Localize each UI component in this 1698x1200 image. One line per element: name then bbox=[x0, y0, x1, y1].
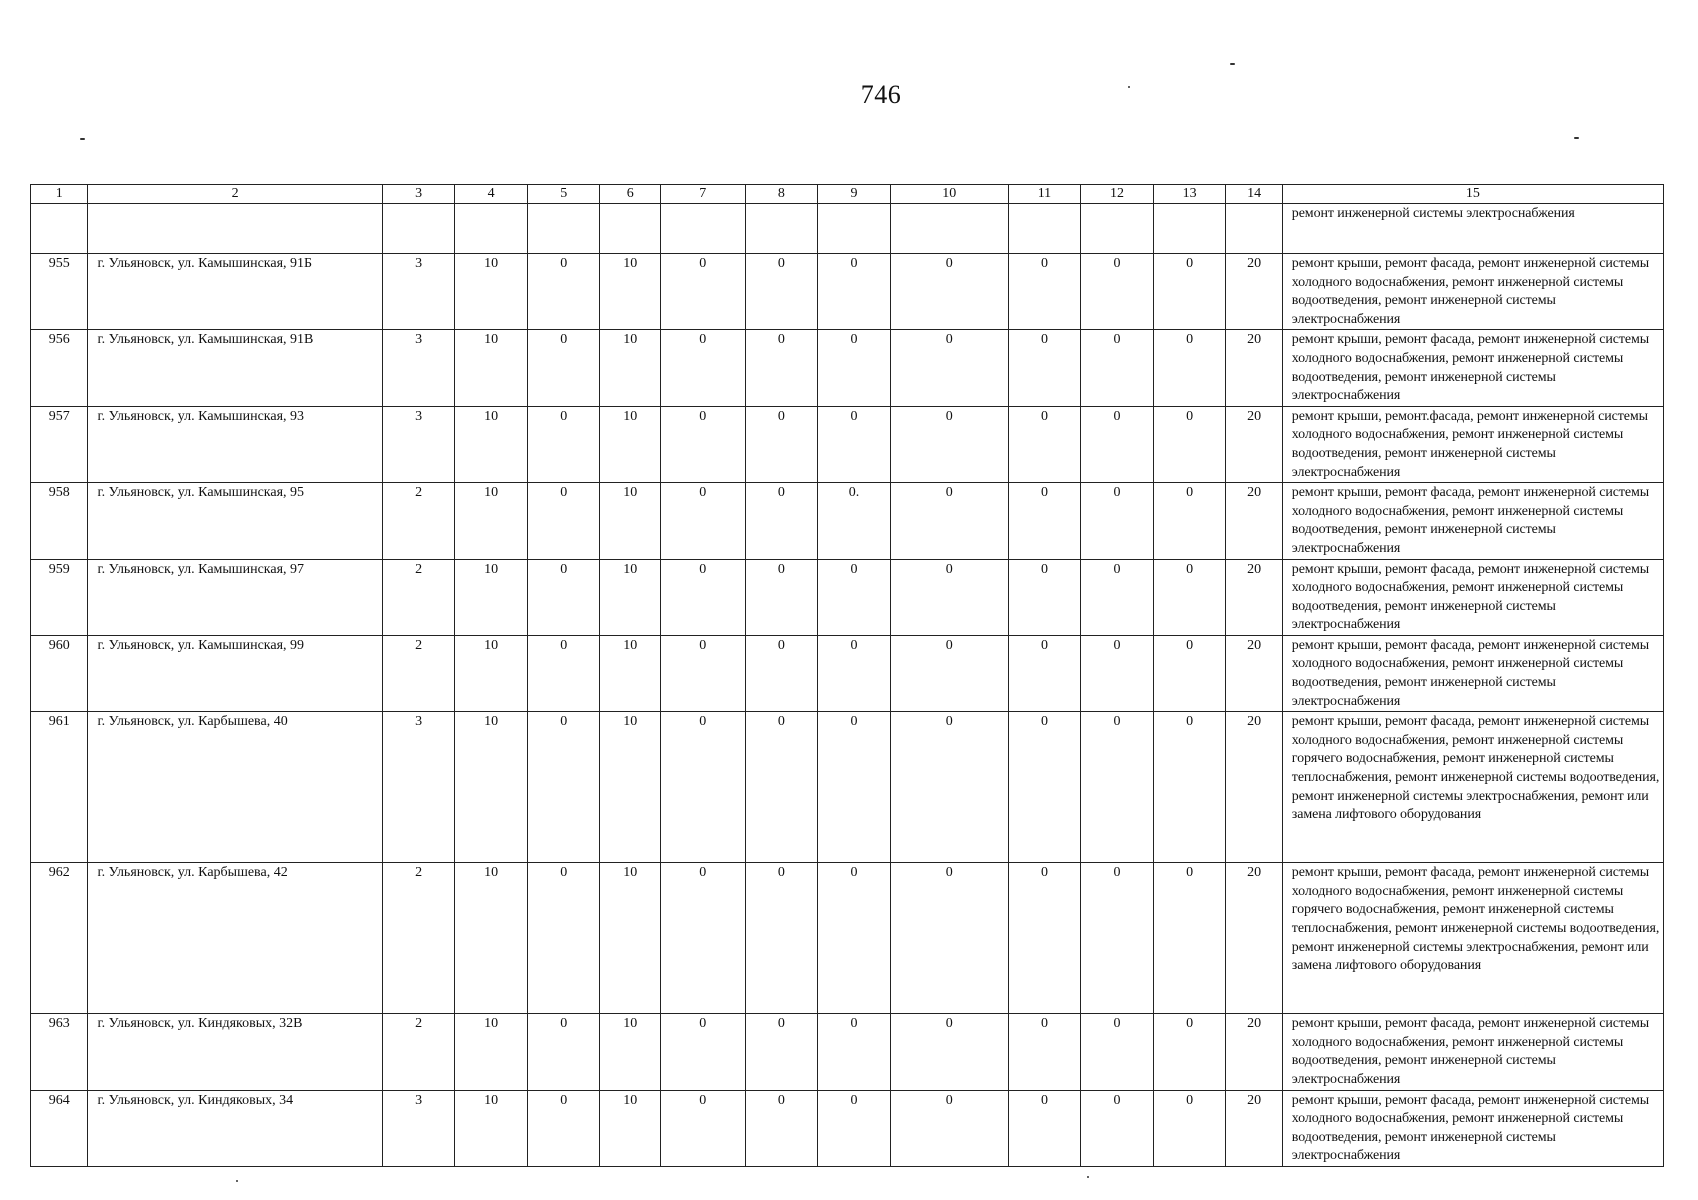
value-cell: 10 bbox=[455, 712, 528, 863]
value-cell: 0 bbox=[818, 330, 891, 406]
value-cell: 0. bbox=[818, 483, 891, 559]
table-row bbox=[31, 1014, 1664, 1090]
value-cell: 0 bbox=[745, 483, 818, 559]
value-cell: 0 bbox=[660, 406, 745, 482]
address-cell: г. Ульяновск, ул. Карбышева, 40 bbox=[88, 712, 382, 863]
value-cell: 0 bbox=[890, 406, 1008, 482]
scan-speck bbox=[1230, 63, 1235, 65]
works-cell: ремонт крыши, ремонт фасада, ремонт инженерной системы холодного водоснабжения, ремонт инженерной системы водоотведения, ремонт инженерной системы электроснабжения bbox=[1282, 330, 1663, 406]
value-cell: 0 bbox=[745, 1090, 818, 1166]
value-cell: 10 bbox=[455, 406, 528, 482]
address-cell: г. Ульяновск, ул. Камышинская, 95 bbox=[88, 483, 382, 559]
row-number-cell: 962 bbox=[31, 863, 88, 1014]
value-cell: 0 bbox=[660, 863, 745, 1014]
value-cell: 10 bbox=[455, 330, 528, 406]
value-cell: 3 bbox=[382, 712, 455, 863]
value-cell: 0 bbox=[818, 635, 891, 711]
empty-cell bbox=[527, 204, 600, 254]
value-cell: 0 bbox=[818, 406, 891, 482]
row-number-cell: 958 bbox=[31, 483, 88, 559]
value-cell: 0 bbox=[1008, 712, 1081, 863]
value-cell: 0 bbox=[1153, 406, 1226, 482]
continuation-row bbox=[31, 204, 1664, 254]
value-cell: 10 bbox=[600, 863, 660, 1014]
value-cell: 0 bbox=[1081, 635, 1154, 711]
value-cell: 0 bbox=[527, 559, 600, 635]
value-cell: 3 bbox=[382, 330, 455, 406]
value-cell: 0 bbox=[527, 1014, 600, 1090]
value-cell: 0 bbox=[1008, 635, 1081, 711]
value-cell: 2 bbox=[382, 1014, 455, 1090]
value-cell: 0 bbox=[1081, 1014, 1154, 1090]
empty-cell bbox=[382, 204, 455, 254]
table-row bbox=[31, 635, 1664, 711]
column-header: 2 bbox=[88, 185, 382, 204]
column-header: 13 bbox=[1153, 185, 1226, 204]
value-cell: 0 bbox=[1081, 483, 1154, 559]
row-number-cell: 956 bbox=[31, 330, 88, 406]
empty-cell bbox=[818, 204, 891, 254]
value-cell: 0 bbox=[818, 863, 891, 1014]
value-cell: 0 bbox=[1081, 863, 1154, 1014]
table-row bbox=[31, 863, 1664, 1014]
value-cell: 3 bbox=[382, 1090, 455, 1166]
column-header: 9 bbox=[818, 185, 891, 204]
value-cell: 0 bbox=[1081, 254, 1154, 330]
works-cell: ремонт крыши, ремонт фасада, ремонт инженерной системы холодного водоснабжения, ремонт инженерной системы водоотведения, ремонт инженерной системы электроснабжения bbox=[1282, 1090, 1663, 1166]
value-cell: 0 bbox=[890, 635, 1008, 711]
value-cell: 0 bbox=[1153, 1090, 1226, 1166]
value-cell: 10 bbox=[600, 635, 660, 711]
value-cell: 0 bbox=[527, 635, 600, 711]
value-cell: 20 bbox=[1226, 406, 1282, 482]
value-cell: 10 bbox=[455, 1014, 528, 1090]
empty-cell bbox=[31, 204, 88, 254]
value-cell: 0 bbox=[660, 635, 745, 711]
works-cell: ремонт крыши, ремонт фасада, ремонт инженерной системы холодного водоснабжения, ремонт инженерной системы горячего водоснабжения, ремонт инженерной системы теплоснабжения, ремонт инженерной системы водоотведения, ремонт инженерной системы электроснабжения, ремонт или замена лифтового оборудования bbox=[1282, 712, 1663, 863]
column-header: 10 bbox=[890, 185, 1008, 204]
table-row bbox=[31, 1090, 1664, 1166]
column-header: 14 bbox=[1226, 185, 1282, 204]
value-cell: 10 bbox=[455, 254, 528, 330]
empty-cell bbox=[1008, 204, 1081, 254]
value-cell: 0 bbox=[1153, 559, 1226, 635]
works-cell: ремонт крыши, ремонт.фасада, ремонт инженерной системы холодного водоснабжения, ремонт инженерной системы водоотведения, ремонт инженерной системы электроснабжения bbox=[1282, 406, 1663, 482]
value-cell: 0 bbox=[890, 863, 1008, 1014]
row-number-cell: 963 bbox=[31, 1014, 88, 1090]
empty-cell bbox=[890, 204, 1008, 254]
value-cell: 0 bbox=[1153, 330, 1226, 406]
value-cell: 0 bbox=[745, 863, 818, 1014]
value-cell: 0 bbox=[745, 1014, 818, 1090]
address-cell: г. Ульяновск, ул. Камышинская, 97 bbox=[88, 559, 382, 635]
value-cell: 0 bbox=[1008, 863, 1081, 1014]
table-row bbox=[31, 559, 1664, 635]
value-cell: 0 bbox=[527, 863, 600, 1014]
value-cell: 0 bbox=[890, 254, 1008, 330]
row-number-cell: 957 bbox=[31, 406, 88, 482]
value-cell: 20 bbox=[1226, 1014, 1282, 1090]
value-cell: 10 bbox=[455, 1090, 528, 1166]
value-cell: 0 bbox=[1153, 863, 1226, 1014]
value-cell: 0 bbox=[745, 635, 818, 711]
value-cell: 0 bbox=[1153, 483, 1226, 559]
value-cell: 20 bbox=[1226, 1090, 1282, 1166]
value-cell: 10 bbox=[600, 406, 660, 482]
empty-cell bbox=[1153, 204, 1226, 254]
address-cell: г. Ульяновск, ул. Карбышева, 42 bbox=[88, 863, 382, 1014]
column-header: 6 bbox=[600, 185, 660, 204]
table-row bbox=[31, 254, 1664, 330]
works-table bbox=[30, 184, 1664, 1167]
value-cell: 0 bbox=[818, 1014, 891, 1090]
value-cell: 0 bbox=[527, 254, 600, 330]
works-cell: ремонт крыши, ремонт фасада, ремонт инженерной системы холодного водоснабжения, ремонт инженерной системы водоотведения, ремонт инженерной системы электроснабжения bbox=[1282, 483, 1663, 559]
value-cell: 10 bbox=[600, 712, 660, 863]
empty-cell bbox=[88, 204, 382, 254]
value-cell: 0 bbox=[745, 712, 818, 863]
value-cell: 0 bbox=[745, 559, 818, 635]
value-cell: 3 bbox=[382, 406, 455, 482]
table-row bbox=[31, 330, 1664, 406]
table-body bbox=[31, 204, 1664, 1167]
column-header: 4 bbox=[455, 185, 528, 204]
column-header: 7 bbox=[660, 185, 745, 204]
value-cell: 0 bbox=[1008, 254, 1081, 330]
value-cell: 10 bbox=[455, 483, 528, 559]
row-number-cell: 961 bbox=[31, 712, 88, 863]
value-cell: 0 bbox=[527, 712, 600, 863]
value-cell: 10 bbox=[600, 254, 660, 330]
value-cell: 0 bbox=[527, 330, 600, 406]
column-header: 15 bbox=[1282, 185, 1663, 204]
column-header: 8 bbox=[745, 185, 818, 204]
address-cell: г. Ульяновск, ул. Киндяковых, 34 bbox=[88, 1090, 382, 1166]
address-cell: г. Ульяновск, ул. Камышинская, 93 bbox=[88, 406, 382, 482]
address-cell: г. Ульяновск, ул. Камышинская, 99 bbox=[88, 635, 382, 711]
value-cell: 3 bbox=[382, 254, 455, 330]
column-header: 12 bbox=[1081, 185, 1154, 204]
value-cell: 10 bbox=[455, 559, 528, 635]
value-cell: 0 bbox=[818, 559, 891, 635]
row-number-cell: 960 bbox=[31, 635, 88, 711]
value-cell: 0 bbox=[818, 712, 891, 863]
value-cell: 0 bbox=[890, 483, 1008, 559]
column-header: 5 bbox=[527, 185, 600, 204]
value-cell: 10 bbox=[600, 1090, 660, 1166]
address-cell: г. Ульяновск, ул. Камышинская, 91Б bbox=[88, 254, 382, 330]
value-cell: 20 bbox=[1226, 559, 1282, 635]
value-cell: 0 bbox=[527, 1090, 600, 1166]
table-row bbox=[31, 406, 1664, 482]
value-cell: 0 bbox=[745, 406, 818, 482]
value-cell: 0 bbox=[527, 483, 600, 559]
scan-speck bbox=[80, 138, 85, 140]
value-cell: 0 bbox=[1008, 1090, 1081, 1166]
value-cell: 10 bbox=[600, 483, 660, 559]
value-cell: 10 bbox=[600, 330, 660, 406]
value-cell: 0 bbox=[818, 1090, 891, 1166]
scan-speck bbox=[1087, 1176, 1089, 1178]
table-row bbox=[31, 483, 1664, 559]
value-cell: 0 bbox=[660, 330, 745, 406]
value-cell: 0 bbox=[660, 254, 745, 330]
value-cell: 10 bbox=[455, 635, 528, 711]
value-cell: 0 bbox=[1008, 559, 1081, 635]
value-cell: 2 bbox=[382, 559, 455, 635]
works-cell: ремонт крыши, ремонт фасада, ремонт инженерной системы холодного водоснабжения, ремонт инженерной системы водоотведения, ремонт инженерной системы электроснабжения bbox=[1282, 254, 1663, 330]
value-cell: 2 bbox=[382, 483, 455, 559]
works-cell: ремонт крыши, ремонт фасада, ремонт инженерной системы холодного водоснабжения, ремонт инженерной системы водоотведения, ремонт инженерной системы электроснабжения bbox=[1282, 1014, 1663, 1090]
value-cell: 10 bbox=[600, 1014, 660, 1090]
value-cell: 0 bbox=[890, 559, 1008, 635]
value-cell: 0 bbox=[890, 712, 1008, 863]
value-cell: 0 bbox=[1081, 406, 1154, 482]
value-cell: 20 bbox=[1226, 712, 1282, 863]
value-cell: 20 bbox=[1226, 330, 1282, 406]
column-number-header-row bbox=[31, 185, 1664, 204]
value-cell: 0 bbox=[660, 483, 745, 559]
value-cell: 20 bbox=[1226, 863, 1282, 1014]
table-row bbox=[31, 712, 1664, 863]
empty-cell bbox=[1226, 204, 1282, 254]
empty-cell bbox=[660, 204, 745, 254]
column-header: 11 bbox=[1008, 185, 1081, 204]
value-cell: 2 bbox=[382, 635, 455, 711]
value-cell: 0 bbox=[660, 559, 745, 635]
value-cell: 0 bbox=[890, 330, 1008, 406]
value-cell: 0 bbox=[745, 254, 818, 330]
value-cell: 0 bbox=[527, 406, 600, 482]
value-cell: 0 bbox=[1008, 1014, 1081, 1090]
scan-speck bbox=[1574, 137, 1579, 139]
value-cell: 0 bbox=[1081, 330, 1154, 406]
value-cell: 0 bbox=[1008, 330, 1081, 406]
value-cell: 0 bbox=[890, 1090, 1008, 1166]
works-cell: ремонт крыши, ремонт фасада, ремонт инженерной системы холодного водоснабжения, ремонт инженерной системы горячего водоснабжения, ремонт инженерной системы теплоснабжения, ремонт инженерной системы водоотведения, ремонт инженерной системы электроснабжения, ремонт или замена лифтового оборудования bbox=[1282, 863, 1663, 1014]
value-cell: 0 bbox=[1081, 1090, 1154, 1166]
empty-cell bbox=[1081, 204, 1154, 254]
value-cell: 0 bbox=[1153, 635, 1226, 711]
value-cell: 0 bbox=[890, 1014, 1008, 1090]
value-cell: 0 bbox=[660, 1090, 745, 1166]
works-cell: ремонт крыши, ремонт фасада, ремонт инженерной системы холодного водоснабжения, ремонт инженерной системы водоотведения, ремонт инженерной системы электроснабжения bbox=[1282, 635, 1663, 711]
row-number-cell: 964 bbox=[31, 1090, 88, 1166]
value-cell: 20 bbox=[1226, 483, 1282, 559]
scan-speck bbox=[1128, 86, 1130, 88]
value-cell: 20 bbox=[1226, 254, 1282, 330]
row-number-cell: 959 bbox=[31, 559, 88, 635]
value-cell: 0 bbox=[660, 712, 745, 863]
value-cell: 20 bbox=[1226, 635, 1282, 711]
scan-speck bbox=[236, 1180, 238, 1182]
value-cell: 0 bbox=[1153, 254, 1226, 330]
value-cell: 0 bbox=[1153, 712, 1226, 863]
value-cell: 0 bbox=[1081, 712, 1154, 863]
empty-cell bbox=[745, 204, 818, 254]
value-cell: 0 bbox=[1153, 1014, 1226, 1090]
empty-cell bbox=[600, 204, 660, 254]
works-cell: ремонт крыши, ремонт фасада, ремонт инженерной системы холодного водоснабжения, ремонт инженерной системы водоотведения, ремонт инженерной системы электроснабжения bbox=[1282, 559, 1663, 635]
value-cell: 0 bbox=[745, 330, 818, 406]
row-number-cell: 955 bbox=[31, 254, 88, 330]
empty-cell bbox=[455, 204, 528, 254]
value-cell: 0 bbox=[818, 254, 891, 330]
column-header: 3 bbox=[382, 185, 455, 204]
page-number: 746 bbox=[860, 80, 902, 109]
column-header: 1 bbox=[31, 185, 88, 204]
address-cell: г. Ульяновск, ул. Камышинская, 91В bbox=[88, 330, 382, 406]
value-cell: 10 bbox=[455, 863, 528, 1014]
value-cell: 10 bbox=[600, 559, 660, 635]
works-cell: ремонт инженерной системы электроснабжения bbox=[1282, 204, 1663, 254]
value-cell: 0 bbox=[1008, 483, 1081, 559]
value-cell: 0 bbox=[1081, 559, 1154, 635]
value-cell: 0 bbox=[660, 1014, 745, 1090]
value-cell: 2 bbox=[382, 863, 455, 1014]
address-cell: г. Ульяновск, ул. Киндяковых, 32В bbox=[88, 1014, 382, 1090]
value-cell: 0 bbox=[1008, 406, 1081, 482]
